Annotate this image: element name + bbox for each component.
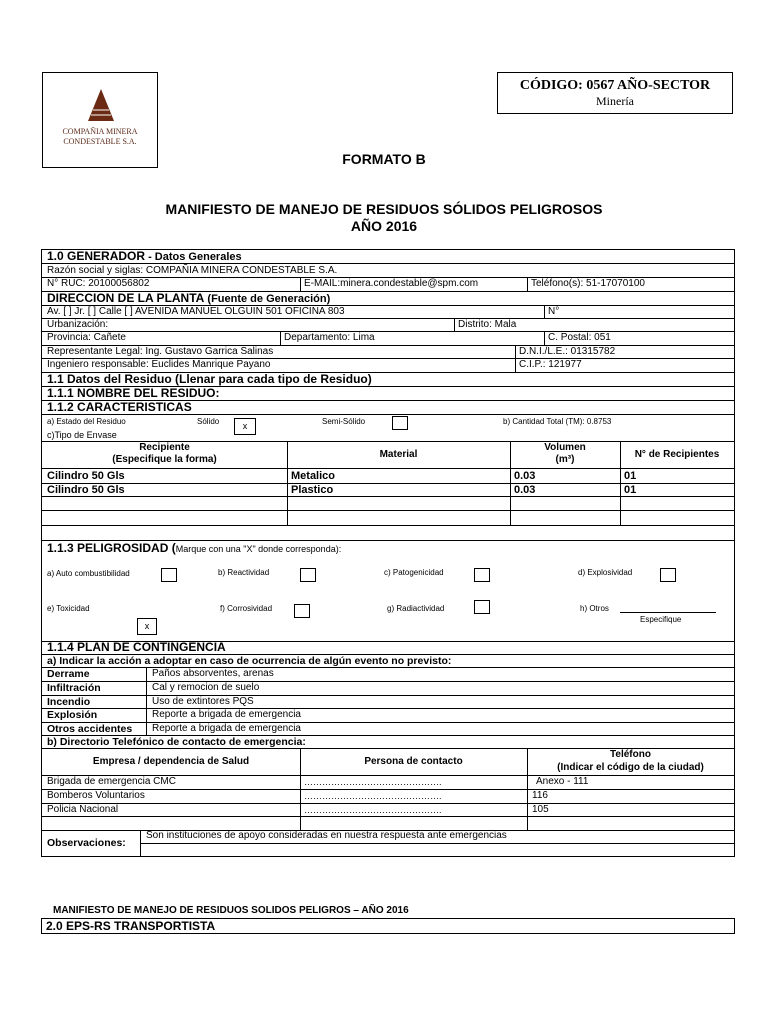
direccion-heading: DIRECCION DE LA PLANTA (Fuente de Generación): [47, 291, 331, 305]
cantidad-total: b) Cantidad Total (TM): 0.8753: [503, 417, 612, 426]
cpostal-field: C. Postal: 051: [548, 332, 611, 343]
numero-field: N°: [548, 306, 560, 317]
distrito-field: Distrito: Mala: [458, 319, 517, 330]
generador-heading: 1.0 GENERADOR - Datos Generales: [47, 249, 242, 263]
col-telefono: Teléfono: [610, 749, 651, 760]
accion-otros: Reporte a brigada de emergencia: [152, 723, 301, 734]
col-material: Material: [379, 449, 418, 460]
auto-combustibilidad-checkbox[interactable]: [161, 568, 177, 582]
row2-material: Plastico: [291, 484, 334, 496]
estado-label: a) Estado del Residuo: [47, 417, 126, 426]
contact3-telefono: 105: [532, 804, 549, 815]
semisolido-label: Semi-Sólido: [322, 417, 366, 426]
row2-n: 01: [624, 484, 637, 496]
explosividad-label: d) Explosividad: [578, 568, 633, 577]
solido-label: Sólido: [197, 417, 220, 426]
radiactividad-checkbox[interactable]: [474, 600, 490, 614]
col-volumen-unit: (m³): [555, 454, 575, 465]
contact2-empresa: Bomberos Voluntarios: [47, 790, 145, 801]
radiactividad-label: g) Radiactividad: [387, 604, 445, 613]
accion-explosion: Reporte a brigada de emergencia: [152, 709, 301, 720]
representante-field: Representante Legal: Ing. Gustavo Garrica Salinas: [47, 346, 274, 357]
solido-checkbox[interactable]: x: [234, 418, 256, 435]
observaciones-text: Son instituciones de apoyo consideradas en nuestra respuesta ante emergencias: [146, 830, 507, 841]
evento-incendio: Incendio: [47, 696, 91, 708]
evento-explosion: Explosión: [47, 709, 98, 721]
code-line: CÓDIGO: 0567 AÑO-SECTOR: [519, 78, 711, 93]
contingencia-heading: 1.1.4 PLAN DE CONTINGENCIA: [47, 640, 226, 654]
row1-material: Metalico: [291, 470, 336, 482]
nombre-residuo-heading: 1.1.1 NOMBRE DEL RESIDUO:: [47, 386, 220, 400]
toxicidad-label: e) Toxicidad: [47, 604, 90, 613]
address-field: Av. [ ] Jr. [ ] Calle [ ] AVENIDA MANUEL OLGUIN 501 OFICINA 803: [47, 306, 345, 317]
row1-n: 01: [624, 470, 637, 482]
observaciones-label: Observaciones:: [47, 837, 126, 849]
row1-recipiente: Cilindro 50 Gls: [47, 470, 125, 482]
formato-title: FORMATO B: [342, 151, 426, 167]
corrosividad-label: f) Corrosividad: [220, 604, 273, 613]
contact1-empresa: Brigada de emergencia CMC: [47, 776, 176, 787]
tipo-envase-label: c)Tipo de Envase: [47, 430, 117, 440]
directorio-label: b) Directorio Telefónico de contacto de emergencia:: [47, 736, 306, 748]
ingeniero-field: Ingeniero responsable: Euclides Manrique Payano: [47, 359, 271, 370]
col-volumen: Volumen: [544, 442, 586, 453]
accion-incendio: Uso de extintores PQS: [152, 696, 254, 707]
accion-infiltracion: Cal y remocion de suelo: [152, 682, 260, 693]
mountain-logo-icon: [88, 89, 114, 121]
row2-recipiente: Cilindro 50 Gls: [47, 484, 125, 496]
datos-residuo-heading: 1.1 Datos del Residuo (Llenar para cada tipo de Residuo): [47, 372, 372, 386]
telefono-field: Teléfono(s): 51-17070100: [531, 278, 645, 289]
logo-line-2: CONDESTABLE S.A.: [63, 137, 137, 146]
especifique-label: Especifique: [640, 615, 682, 624]
contact1-persona: ……………………………………….: [304, 777, 442, 787]
sector-line: Minería: [596, 94, 634, 108]
contact3-persona: ……………………………………….: [304, 805, 442, 815]
email-field: E-MAIL:minera.condestable@spm.com: [304, 278, 479, 289]
col-empresa: Empresa / dependencia de Salud: [92, 756, 250, 767]
logo-line-1: COMPAÑIA MINERA: [62, 127, 138, 136]
col-recipiente-sub: (Especifique la forma): [112, 454, 217, 465]
footer-manifiesto: MANIFIESTO DE MANEJO DE RESIDUOS SOLIDOS PELIGROS – AÑO 2016: [53, 905, 409, 916]
evento-otros: Otros accidentes: [47, 723, 133, 735]
col-persona: Persona de contacto: [364, 756, 463, 767]
otros-line: [620, 612, 716, 613]
reactividad-label: b) Reactividad: [218, 568, 270, 577]
patogenicidad-label: c) Patogenicidad: [384, 568, 444, 577]
peligrosidad-heading: 1.1.3 PELIGROSIDAD (Marque con una "X" donde corresponda):: [47, 541, 342, 555]
row2-volumen: 0.03: [514, 484, 536, 496]
urbanizacion-field: Urbanización:: [47, 319, 109, 330]
patogenicidad-checkbox[interactable]: [474, 568, 490, 582]
col-nrecipientes: N° de Recipientes: [634, 449, 720, 460]
manifiesto-title: MANIFIESTO DE MANEJO DE RESIDUOS SÓLIDOS PELIGROSOS: [165, 201, 603, 217]
contact2-telefono: 116: [532, 790, 548, 801]
provincia-field: Provincia: Cañete: [47, 332, 126, 343]
accion-derrame: Paños absorventes, arenas: [152, 668, 274, 679]
accion-label: a) Indicar la acción a adoptar en caso de ocurrencia de algún evento no previsto:: [47, 655, 452, 667]
col-telefono-sub: (Indicar el código de la ciudad): [557, 762, 704, 773]
corrosividad-checkbox[interactable]: [294, 604, 310, 618]
contact2-persona: ……………………………………….: [304, 791, 442, 801]
caracteristicas-heading: 1.1.2 CARACTERISTICAS: [47, 400, 192, 414]
code-box: [497, 72, 733, 114]
toxicidad-checkbox[interactable]: x: [137, 618, 157, 635]
auto-combustibilidad-label: a) Auto combustibilidad: [47, 569, 130, 578]
evento-infiltracion: Infiltración: [47, 682, 101, 694]
otros-label: h) Otros: [580, 604, 609, 613]
explosividad-checkbox[interactable]: [660, 568, 676, 582]
contact3-empresa: Policia Nacional: [47, 804, 119, 815]
eps-heading: 2.0 EPS-RS TRANSPORTISTA: [41, 918, 735, 934]
manifest-form: [41, 249, 735, 857]
razon-social: Razón social y siglas: COMPAÑIA MINERA CONDESTABLE S.A.: [47, 265, 338, 276]
cip-field: C.I.P.: 121977: [519, 359, 582, 370]
year-title: AÑO 2016: [350, 218, 418, 234]
semisolido-checkbox[interactable]: [392, 416, 408, 430]
reactividad-checkbox[interactable]: [300, 568, 316, 582]
evento-derrame: Derrame: [47, 668, 90, 680]
departamento-field: Departamento: Lima: [284, 332, 375, 343]
col-recipiente: Recipiente: [139, 442, 190, 453]
dni-field: D.N.I./L.E.: 01315782: [519, 346, 616, 357]
ruc-field: N° RUC: 20100056802: [47, 278, 150, 289]
row1-volumen: 0.03: [514, 470, 536, 482]
contact1-telefono: Anexo - 111: [536, 776, 589, 787]
